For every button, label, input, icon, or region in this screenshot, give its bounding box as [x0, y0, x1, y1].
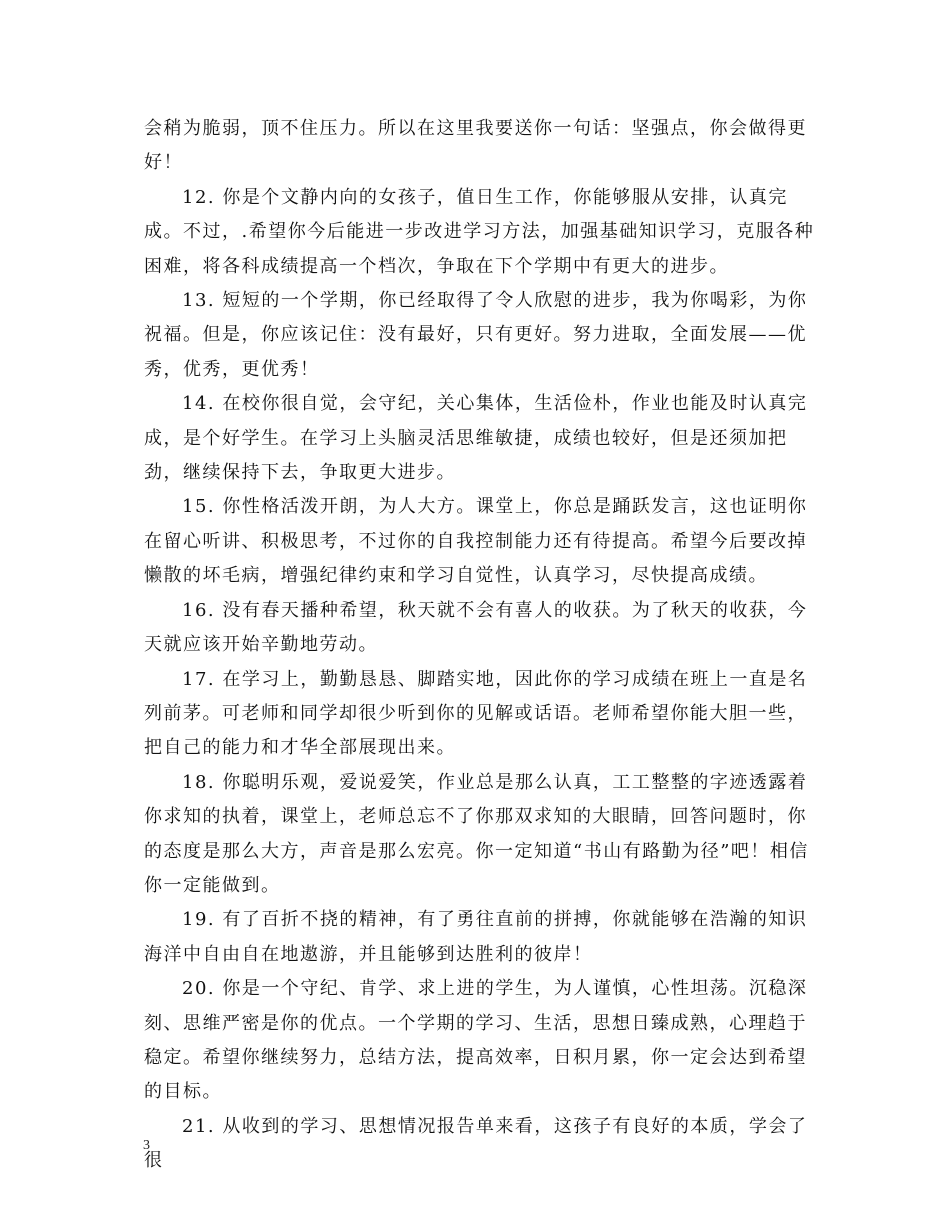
comment-13: 13. 短短的一个学期，你已经取得了令人欣慰的进步，我为你喝彩，为你祝福。但是，你应该记住：没有最好，只有更好。努力进取，全面发展——优秀，优秀，更优秀！: [144, 290, 808, 380]
document-body: [144, 112, 824, 1179]
comment-16: 16. 没有春天播种希望，秋天就不会有喜人的收获。为了秋天的收获，今天就应该开始辛勤地劳动。: [144, 599, 808, 656]
comment-19: 19. 有了百折不挠的精神，有了勇往直前的拼搏，你就能够在浩瀚的知识海洋中自由自在地遨游，并且能够到达胜利的彼岸！: [144, 909, 808, 965]
comment-20: 20. 你是一个守纪、肯学、求上进的学生，为人谨慎，心性坦荡。沉稳深刻、思维严密是你的优点。一个学期的学习、生活，思想日臻成熟，心理趋于稳定。希望你继续努力，总结方法，提高效率，日积月累，你一定会达到希望的目标。: [144, 978, 808, 1103]
page-number: 3: [143, 1138, 150, 1153]
comment-21: 21. 从收到的学习、思想情况报告单来看，这孩子有良好的本质，学会了很: [144, 1115, 808, 1172]
paragraph-continuation: 会稍为脆弱，顶不住压力。所以在这里我要送你一句话：坚强点，你会做得更好！: [144, 118, 807, 174]
comment-12: 12. 你是个文静内向的女孩子，值日生工作，你能够服从安排，认真完成。不过，.希望你今后能进一步改进学习方法，加强基础知识学习，克服各种困难，将各科成绩提高一个档次，争取在下个学期中有更大的进步。: [144, 186, 815, 277]
comment-15: 15. 你性格活泼开朗，为人大方。课堂上，你总是踊跃发言，这也证明你在留心听讲、积极思考，不过你的自我控制能力还有待提高。希望今后要改掉懒散的坏毛病，增强纪律约束和学习自觉性，认真学习，尽快提高成绩。: [144, 496, 808, 587]
comment-14: 14. 在校你很自觉，会守纪，关心集体，生活俭朴，作业也能及时认真完成，是个好学生。在学习上头脑灵活思维敏捷，成绩也较好，但是还须加把劲，继续保持下去，争取更大进步。: [144, 393, 808, 484]
comment-18: 18. 你聪明乐观，爱说爱笑，作业总是那么认真，工工整整的字迹透露着你求知的执着，课堂上，老师总忘不了你那双求知的大眼睛，回答问题时，你的态度是那么大方，声音是那么宏亮。你一定知道“书山有路勤为径”吧！相信你一定能做到。: [144, 771, 809, 896]
comment-17: 17. 在学习上，勤勤恳恳、脚踏实地，因此你的学习成绩在班上一直是名列前茅。可老师和同学却很少听到你的见解或话语。老师希望你能大胆一些，把自己的能力和才华全部展现出来。: [144, 668, 808, 759]
